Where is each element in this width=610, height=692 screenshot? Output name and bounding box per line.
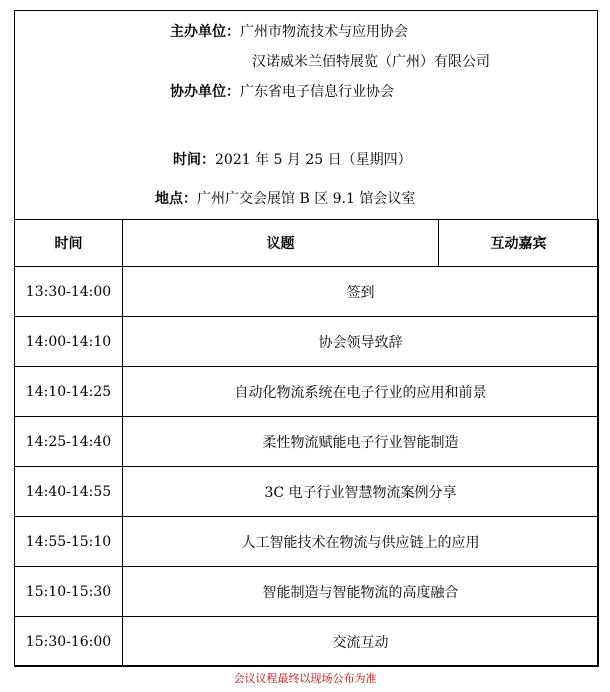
table-row	[15, 417, 599, 467]
row-time: 15:10-15:30	[15, 567, 123, 617]
row-topic: 签到	[123, 267, 599, 317]
header-guests: 互动嘉宾	[439, 220, 599, 267]
row-time: 13:30-14:00	[15, 267, 123, 317]
header-time: 时间	[15, 220, 123, 267]
host-label: 主办单位：	[170, 24, 240, 40]
event-info	[15, 11, 597, 219]
row-topic: 协会领导致辞	[123, 317, 599, 367]
row-time: 14:00-14:10	[15, 317, 123, 367]
time-value: 2021 年 5 月 25 日（星期四）	[215, 152, 412, 168]
row-topic: 3C 电子行业智慧物流案例分享	[123, 467, 599, 517]
host-org-1: 广州市物流技术与应用协会	[240, 24, 408, 40]
time-line	[173, 151, 412, 169]
table-row	[15, 617, 599, 667]
row-topic: 人工智能技术在物流与供应链上的应用	[123, 517, 599, 567]
row-topic: 柔性物流赋能电子行业智能制造	[123, 417, 599, 467]
co-host-org: 广东省电子信息行业协会	[240, 84, 394, 100]
place-line	[155, 190, 415, 208]
table-row	[15, 517, 599, 567]
host-org-2: 汉诺威米兰佰特展览（广州）有限公司	[252, 54, 490, 70]
place-label: 地点：	[155, 191, 197, 207]
header-topic: 议题	[123, 220, 439, 267]
table-row	[15, 317, 599, 367]
agenda-footnote: 会议议程最终以现场公布为准	[233, 672, 377, 685]
row-time: 14:55-15:10	[15, 517, 123, 567]
time-label: 时间：	[173, 152, 215, 168]
host-line-2	[252, 53, 490, 71]
table-row	[15, 467, 599, 517]
table-header-row	[15, 220, 599, 267]
row-time: 14:40-14:55	[15, 467, 123, 517]
table-row	[15, 267, 599, 317]
co-host-label: 协办单位：	[170, 84, 240, 100]
row-time: 15:30-16:00	[15, 617, 123, 667]
row-time: 14:25-14:40	[15, 417, 123, 467]
place-value: 广州广交会展馆 B 区 9.1 馆会议室	[197, 191, 416, 207]
agenda-table	[14, 219, 599, 667]
table-row	[15, 367, 599, 417]
row-topic: 自动化物流系统在电子行业的应用和前景	[123, 367, 599, 417]
co-host-line	[170, 83, 394, 101]
row-topic: 交流互动	[123, 617, 599, 667]
agenda-frame	[14, 10, 598, 666]
table-row	[15, 567, 599, 617]
host-line-1	[170, 23, 408, 41]
row-time: 14:10-14:25	[15, 367, 123, 417]
row-topic: 智能制造与智能物流的高度融合	[123, 567, 599, 617]
